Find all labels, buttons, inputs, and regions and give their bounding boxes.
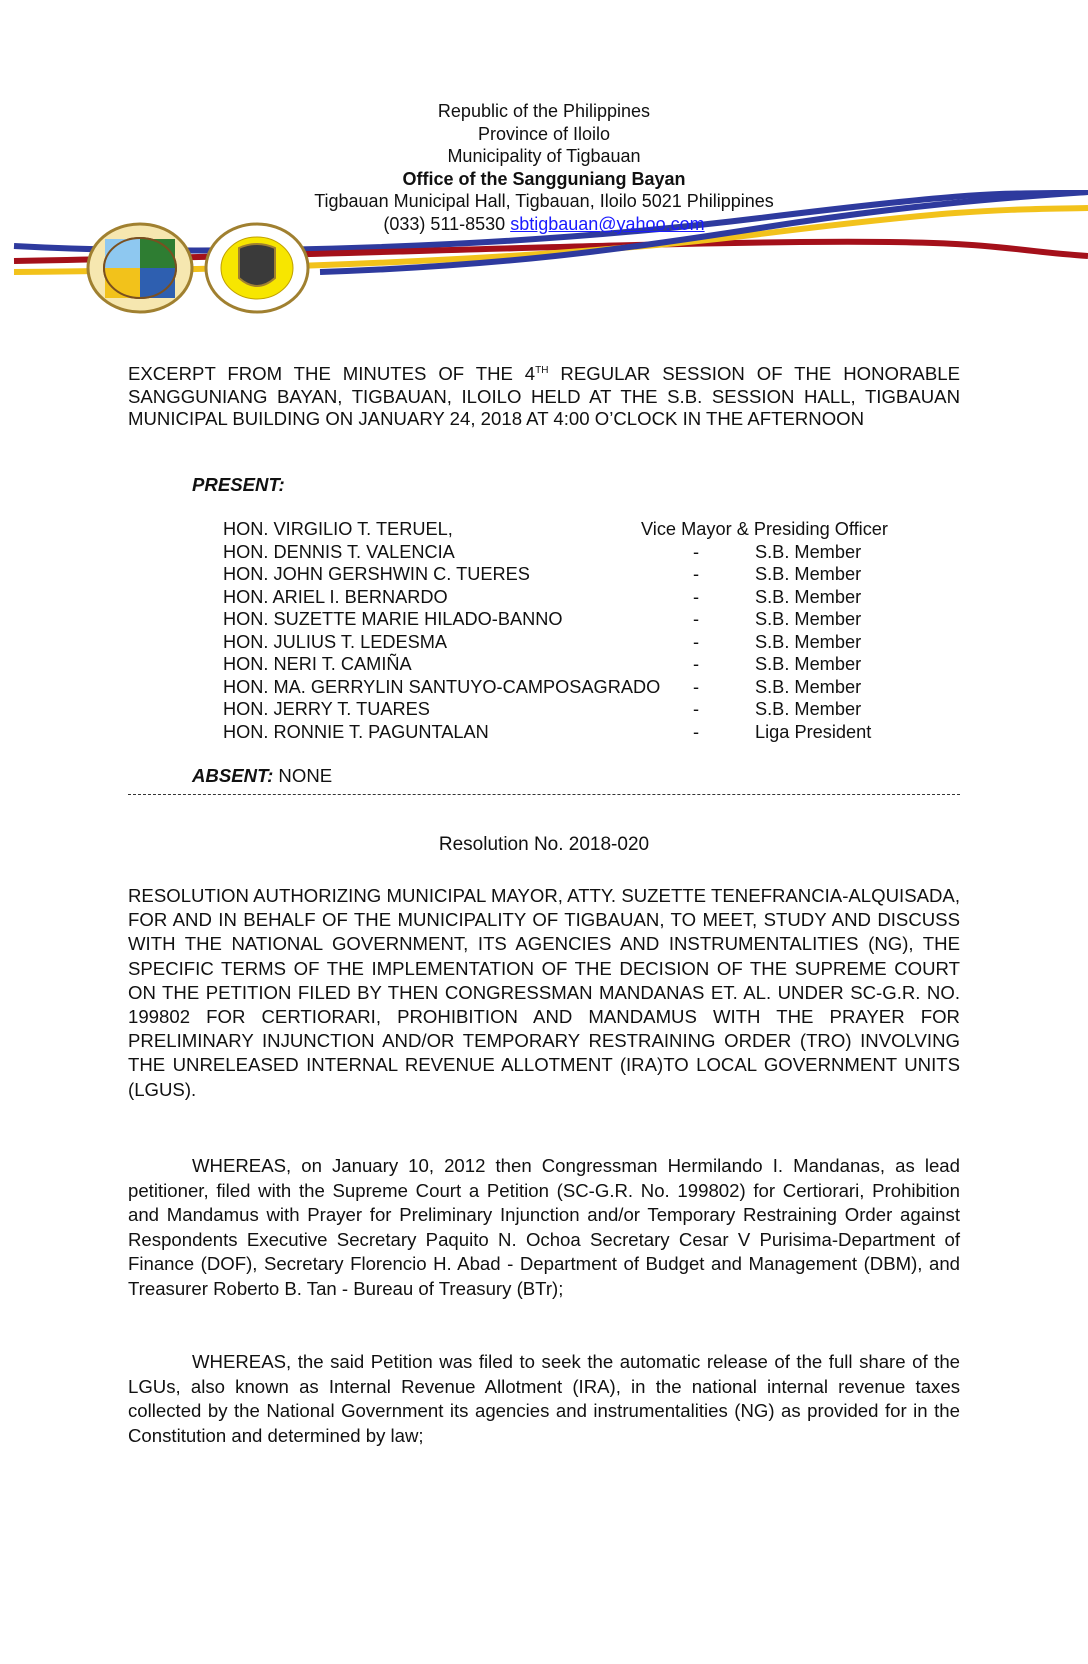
- member-role: Vice Mayor & Presiding Officer: [641, 519, 888, 539]
- letterhead: [0, 100, 1088, 235]
- roster-row: [223, 563, 923, 586]
- member-role: S.B. Member: [755, 586, 862, 607]
- member-name: HON. RONNIE T. PAGUNTALAN: [223, 721, 489, 742]
- municipality-seal-icon: [86, 222, 194, 314]
- letterhead-address: Tigbauan Municipal Hall, Tigbauan, Iloilo 5021 Philippines: [314, 191, 774, 211]
- member-name: HON. JERRY T. TUARES: [223, 699, 430, 719]
- roster-row: [223, 518, 923, 541]
- roster-row: [223, 586, 923, 609]
- member-name: HON. VIRGILIO T. TERUEL,: [223, 519, 453, 539]
- letterhead-email-link[interactable]: sbtigbauan@yahoo.com: [510, 213, 705, 234]
- member-dash: -: [693, 609, 700, 629]
- excerpt-superscript: TH: [535, 365, 549, 376]
- member-role: S.B. Member: [755, 609, 862, 629]
- attendance-roster: [223, 518, 923, 743]
- member-role: S.B. Member: [755, 654, 862, 674]
- member-dash: -: [693, 564, 700, 584]
- resolution-number: Resolution No. 2018-020: [438, 834, 650, 855]
- member-role: Liga President: [755, 721, 872, 742]
- letterhead-contact: [0, 213, 1088, 236]
- excerpt-heading: [128, 360, 960, 431]
- excerpt-prefix: EXCERPT FROM THE MINUTES OF THE 4: [128, 363, 536, 385]
- member-dash: -: [693, 721, 700, 742]
- member-name: HON. DENNIS T. VALENCIA: [223, 541, 455, 562]
- whereas-paragraph-2: WHEREAS, the said Petition was filed to seek the automatic release of the full share of the LGUs, also known as Internal Revenue Allotment (IRA), in the national internal revenue taxes collected by the National Government its agencies and instrumentalities (NG) as provided for in the Constitution and determined by law;: [128, 1351, 960, 1446]
- present-label: PRESENT:: [192, 474, 285, 495]
- roster-row: [223, 541, 923, 564]
- letterhead-phone: (033) 511-8530: [383, 213, 506, 234]
- member-name: HON. SUZETTE MARIE HILADO-BANNO: [223, 609, 563, 629]
- absent-line: [192, 765, 332, 787]
- letterhead-country: Republic of the Philippines: [437, 101, 651, 121]
- member-role: S.B. Member: [755, 541, 862, 562]
- roster-row: [223, 721, 923, 744]
- member-name: HON. NERI T. CAMIÑA: [223, 654, 412, 674]
- sangguniang-bayan-seal-icon: [204, 222, 310, 314]
- member-dash: -: [693, 541, 700, 562]
- roster-row: [223, 698, 923, 721]
- whereas-paragraph-1: WHEREAS, on January 10, 2012 then Congressman Hermilando I. Mandanas, as lead petitioner, filed with the Supreme Court a Petition (SC-G.R. No. 199802) for Certiorari, Prohibition and Mandamus with Prayer for Preliminary Injunction and/or Temporary Restraining Order against Respondents Executive Secretary Paquito N. Ochoa Secretary Cesar V Purisima-Department of Finance (DOF), Secretary Florencio H. Abad - Department of Budget and Management (DBM), and Treasurer Roberto B. Tan - Bureau of Treasury (BTr);: [128, 1155, 960, 1299]
- member-name: HON. JULIUS T. LEDESMA: [223, 631, 448, 652]
- member-name: HON. MA. GERRYLIN SANTUYO-CAMPOSAGRADO: [223, 676, 661, 697]
- letterhead-office: Office of the Sangguniang Bayan: [402, 168, 686, 189]
- member-dash: -: [693, 676, 700, 697]
- roster-row: [223, 631, 923, 654]
- excerpt-rest: REGULAR SESSION OF THE HONORABLE SANGGUNIANG BAYAN, TIGBAUAN, ILOILO HELD AT THE S.B. SESSION HALL, TIGBAUAN MUNICIPAL BUILDING ON JANUARY 24, 2018 AT 4:00 O’CLOCK IN THE AFTERNOON: [128, 363, 960, 430]
- letterhead-province: Province of Iloilo: [477, 123, 611, 144]
- member-dash: -: [693, 586, 700, 607]
- member-name: HON. ARIEL I. BERNARDO: [223, 586, 448, 607]
- roster-row: [223, 653, 923, 676]
- letterhead-municipality: Municipality of Tigbauan: [447, 146, 641, 166]
- member-dash: -: [693, 654, 700, 674]
- roster-row: [223, 676, 923, 699]
- member-name: HON. JOHN GERSHWIN C. TUERES: [223, 564, 530, 584]
- member-dash: -: [693, 699, 700, 719]
- member-role: S.B. Member: [755, 564, 862, 584]
- absent-label: ABSENT:: [192, 765, 274, 786]
- resolution-title: RESOLUTION AUTHORIZING MUNICIPAL MAYOR, ATTY. SUZETTE TENEFRANCIA-ALQUISADA, FOR AND IN BEHALF OF THE MUNICIPALITY OF TIGBAUAN, TO MEET, STUDY AND DISCUSS WITH THE NATIONAL GOVERNMENT, ITS AGENCIES AND INSTRUMENTALITIES (NG), THE SPECIFIC TERMS OF THE IMPLEMENTATION OF THE DECISION OF THE SUPREME COURT ON THE PETITION FILED BY THEN CONGRESSMAN MANDANAS ET. AL. UNDER SC-G.R. NO. 199802 FOR CERTIORARI, PROHIBITION AND MANDAMUS WITH THE PRAYER FOR PRELIMINARY INJUNCTION AND/OR TEMPORARY RESTRAINING ORDER (TRO) INVOLVING THE UNRELEASED INTERNAL REVENUE ALLOTMENT (IRA)TO LOCAL GOVERNMENT UNITS (LGUS).: [128, 885, 960, 1100]
- member-role: S.B. Member: [755, 676, 862, 697]
- member-role: S.B. Member: [755, 631, 862, 652]
- section-divider: [128, 794, 960, 795]
- absent-value: NONE: [273, 765, 333, 786]
- member-role: S.B. Member: [755, 699, 862, 719]
- member-dash: -: [693, 631, 700, 652]
- roster-row: [223, 608, 923, 631]
